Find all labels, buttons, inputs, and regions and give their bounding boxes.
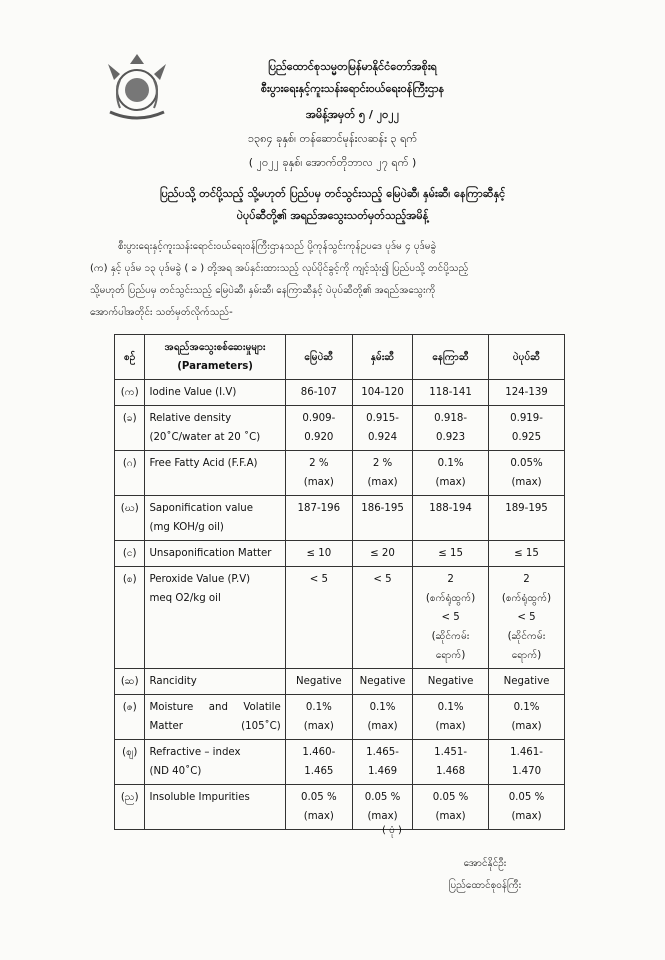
value-text: (max) bbox=[435, 721, 466, 732]
value-text: 0.924 bbox=[367, 432, 398, 443]
parameter-text: Free Fatty Acid (F.F.A) bbox=[149, 458, 258, 469]
value-text: < 5 bbox=[517, 612, 536, 623]
value-text: 0.909- bbox=[302, 413, 336, 424]
value-text: 1.468 bbox=[435, 766, 466, 777]
value-text: 1.461- bbox=[510, 747, 543, 758]
value-text: 187-196 bbox=[297, 503, 341, 514]
parameter-text: Unsaponification Matter bbox=[149, 548, 272, 559]
intro-line-4: အောက်ပါအတိုင်း သတ်မှတ်လိုက်သည်- bbox=[90, 307, 233, 318]
parameter-cell bbox=[145, 695, 285, 740]
value-text: 0.918- bbox=[434, 413, 467, 424]
value-text: 0.1% bbox=[305, 702, 332, 713]
value-text: < 5 bbox=[373, 574, 392, 585]
value-text: (max) bbox=[367, 811, 398, 822]
value-text: 0.05 % bbox=[508, 792, 545, 803]
sesame-value-cell bbox=[352, 669, 412, 695]
table-row bbox=[115, 451, 565, 496]
value-text: (max) bbox=[367, 477, 398, 488]
value-text: ≤ 10 bbox=[306, 548, 332, 559]
table-row bbox=[115, 406, 565, 451]
parameter-text: (mg KOH/g oil) bbox=[149, 522, 224, 533]
value-text: 0.1% bbox=[369, 702, 396, 713]
document-title bbox=[70, 183, 595, 227]
sesame-value-cell bbox=[352, 451, 412, 496]
sunflower-value-cell bbox=[413, 451, 489, 496]
value-text: (max) bbox=[367, 721, 398, 732]
value-text: 0.1% bbox=[437, 458, 464, 469]
parameter-cell bbox=[145, 380, 285, 406]
value-text: 0.925 bbox=[511, 432, 542, 443]
groundnut-value-cell bbox=[285, 785, 352, 830]
value-text: 0.1% bbox=[437, 702, 464, 713]
table-row bbox=[115, 695, 565, 740]
sesame-value-cell bbox=[352, 740, 412, 785]
value-text: ≤ 20 bbox=[370, 548, 395, 559]
header-param-en: (Parameters) bbox=[177, 361, 253, 372]
value-text: 86-107 bbox=[300, 387, 337, 398]
parameter-cell bbox=[145, 406, 285, 451]
parameter-cell bbox=[145, 785, 285, 830]
value-text: 0.920 bbox=[304, 432, 334, 443]
sunflower-value-cell bbox=[413, 695, 489, 740]
value-text: 2 % bbox=[372, 458, 393, 469]
quality-spec-table bbox=[114, 334, 565, 830]
parameter-text: Matter (105˚C) bbox=[149, 721, 281, 732]
parameter-cell bbox=[145, 541, 285, 567]
letterhead bbox=[180, 56, 525, 126]
value-text: (max) bbox=[435, 477, 466, 488]
table-row bbox=[115, 380, 565, 406]
parameter-text: Moisture and Volatile bbox=[149, 702, 281, 713]
value-text: 0.05 % bbox=[301, 792, 337, 803]
value-text: < 5 bbox=[309, 574, 328, 585]
soybean-value-cell bbox=[489, 567, 565, 669]
parameter-cell bbox=[145, 669, 285, 695]
parameter-cell bbox=[145, 451, 285, 496]
sunflower-value-cell bbox=[413, 406, 489, 451]
value-text: ရောက်) bbox=[435, 650, 466, 661]
value-text: (max) bbox=[303, 811, 334, 822]
value-text: 189-195 bbox=[505, 503, 548, 514]
row-number: (ဆ) bbox=[115, 669, 145, 695]
groundnut-value-cell bbox=[285, 380, 352, 406]
value-text: ရောက်) bbox=[511, 650, 542, 661]
groundnut-value-cell bbox=[285, 451, 352, 496]
value-text: ≤ 15 bbox=[438, 548, 463, 559]
sesame-value-cell bbox=[352, 496, 412, 541]
parameter-text: Peroxide Value (P.V) bbox=[149, 574, 251, 585]
soybean-value-cell bbox=[489, 669, 565, 695]
table-row bbox=[115, 740, 565, 785]
value-text: (စက်ရုံထွက်) bbox=[425, 593, 476, 604]
intro-line-1: စီးပွားရေးနှင့်ကူးသန်းရောင်းဝယ်ရေးဝန်ကြီးဌာနသည် ပို့ကုန်သွင်းကုန်ဥပဒေ ပုဒ်မ ၄ ပုဒ်မခွဲ bbox=[118, 241, 437, 252]
parameter-text: Rancidity bbox=[149, 676, 197, 687]
parameter-text: Refractive – index bbox=[149, 747, 241, 758]
groundnut-value-cell bbox=[285, 567, 352, 669]
row-number: (ည) bbox=[115, 785, 145, 830]
title-line-2: ပဲပုပ်ဆီတို့၏ အရည်အသွေးသတ်မှတ်သည့်အမိန့် bbox=[236, 209, 429, 222]
page-mark: ( ပုံ ) bbox=[382, 825, 402, 836]
parameter-cell bbox=[145, 567, 285, 669]
value-text: 124-139 bbox=[505, 387, 548, 398]
value-text: (max) bbox=[511, 477, 542, 488]
header-sunflower: နေကြာဆီ bbox=[413, 335, 489, 380]
soybean-value-cell bbox=[489, 785, 565, 830]
value-text: 1.469 bbox=[367, 766, 398, 777]
value-text: 0.05% bbox=[510, 458, 543, 469]
soybean-value-cell bbox=[489, 406, 565, 451]
value-text: 0.923 bbox=[435, 432, 466, 443]
value-text: (စက်ရုံထွက်) bbox=[501, 593, 552, 604]
intro-paragraph bbox=[90, 236, 595, 324]
value-text: 2 bbox=[447, 574, 454, 585]
value-text: ≤ 15 bbox=[514, 548, 539, 559]
row-number: (ဈ) bbox=[115, 740, 145, 785]
row-number: (ဇ) bbox=[115, 695, 145, 740]
sunflower-value-cell bbox=[413, 567, 489, 669]
date-gregorian: ( ၂၀၂၂ ခုနှစ်၊ အောက်တိုဘာလ ၂၇ ရက် ) bbox=[248, 156, 417, 169]
parameter-text: Insoluble Impurities bbox=[149, 792, 250, 803]
value-text: 0.05 % bbox=[364, 792, 401, 803]
header-parameters bbox=[145, 335, 285, 380]
sunflower-value-cell bbox=[413, 496, 489, 541]
sunflower-value-cell bbox=[413, 669, 489, 695]
sunflower-value-cell bbox=[413, 380, 489, 406]
value-text: (ဆိုင်ကမ်း bbox=[507, 631, 546, 642]
sunflower-value-cell bbox=[413, 740, 489, 785]
parameter-text: Iodine Value (I.V) bbox=[149, 387, 237, 398]
intro-line-3: သို့မဟုတ် ပြည်ပမှ တင်သွင်းသည့် မြေပဲဆီ၊ နှမ်းဆီ၊ နေကြာဆီနှင့် ပဲပုပ်ဆီတို့၏ အရည်အသွေးကို bbox=[90, 285, 436, 296]
value-text: 1.470 bbox=[511, 766, 542, 777]
row-number: (ဂ) bbox=[115, 451, 145, 496]
value-text: 2 bbox=[523, 574, 530, 585]
sesame-value-cell bbox=[352, 567, 412, 669]
value-text: 1.465 bbox=[304, 766, 334, 777]
sunflower-value-cell bbox=[413, 541, 489, 567]
sesame-value-cell bbox=[352, 380, 412, 406]
value-text: Negative bbox=[295, 676, 342, 687]
parameter-text: meq O2/kg oil bbox=[149, 593, 221, 604]
value-text: (max) bbox=[511, 721, 542, 732]
value-text: (max) bbox=[435, 811, 466, 822]
header-soybean: ပဲပုပ်ဆီ bbox=[489, 335, 565, 380]
table-row bbox=[115, 496, 565, 541]
date-myanmar: ၁၃၈၄ ခုနှစ်၊ တန်ဆောင်မုန်းလဆန်း ၃ ရက် bbox=[247, 132, 418, 145]
table-row bbox=[115, 785, 565, 830]
groundnut-value-cell bbox=[285, 406, 352, 451]
value-text: (ဆိုင်ကမ်း bbox=[431, 631, 470, 642]
row-number: (ခ) bbox=[115, 406, 145, 451]
groundnut-value-cell bbox=[285, 496, 352, 541]
sesame-value-cell bbox=[352, 695, 412, 740]
signatory-name: အောင်နိုင်ဦး bbox=[463, 858, 507, 869]
value-text: 1.460- bbox=[302, 747, 336, 758]
parameter-text: (20˚C/water at 20 ˚C) bbox=[149, 432, 261, 443]
value-text: 0.1% bbox=[513, 702, 540, 713]
table-body bbox=[115, 380, 565, 830]
value-text: (max) bbox=[303, 477, 334, 488]
soybean-value-cell bbox=[489, 740, 565, 785]
row-number: (ဃ) bbox=[115, 496, 145, 541]
parameter-cell bbox=[145, 496, 285, 541]
soybean-value-cell bbox=[489, 541, 565, 567]
value-text: < 5 bbox=[441, 612, 460, 623]
groundnut-value-cell bbox=[285, 695, 352, 740]
groundnut-value-cell bbox=[285, 669, 352, 695]
sesame-value-cell bbox=[352, 541, 412, 567]
table-row bbox=[115, 567, 565, 669]
sunflower-value-cell bbox=[413, 785, 489, 830]
value-text: 104-120 bbox=[361, 387, 404, 398]
government-name: ပြည်ထောင်စုသမ္မတမြန်မာနိုင်ငံတော်အစိုးရ bbox=[268, 60, 437, 73]
row-number: (စ) bbox=[115, 567, 145, 669]
intro-line-2: (က) နှင့် ပုဒ်မ ၁၃ ပုဒ်မခွဲ ( ခ ) တို့အရ အပ်နှင်းထားသည့် လုပ်ပိုင်ခွင့်ကို ကျင့်သုံး၍ ပြည်ပသို့ တင်ပို့သည့် bbox=[90, 263, 469, 274]
row-number: (င) bbox=[115, 541, 145, 567]
value-text: 2 % bbox=[309, 458, 329, 469]
parameter-text: Relative density bbox=[149, 413, 232, 424]
parameter-cell bbox=[145, 740, 285, 785]
soybean-value-cell bbox=[489, 380, 565, 406]
soybean-value-cell bbox=[489, 496, 565, 541]
value-text: Negative bbox=[359, 676, 406, 687]
header-groundnut: မြေပဲဆီ bbox=[285, 335, 352, 380]
value-text: 1.465- bbox=[366, 747, 399, 758]
value-text: 0.05 % bbox=[432, 792, 469, 803]
value-text: 1.451- bbox=[434, 747, 467, 758]
value-text: (max) bbox=[303, 721, 334, 732]
row-number: (က) bbox=[115, 380, 145, 406]
value-text: 0.915- bbox=[366, 413, 399, 424]
header-no: စဉ် bbox=[115, 335, 145, 380]
groundnut-value-cell bbox=[285, 740, 352, 785]
groundnut-value-cell bbox=[285, 541, 352, 567]
value-text: 186-195 bbox=[361, 503, 404, 514]
table-header-row bbox=[115, 335, 565, 380]
value-text: 188-194 bbox=[429, 503, 472, 514]
parameter-text: Saponification value bbox=[149, 503, 254, 514]
sesame-value-cell bbox=[352, 406, 412, 451]
title-line-1: ပြည်ပသို့ တင်ပို့သည့် သို့မဟုတ် ပြည်ပမှ တင်သွင်းသည့် မြေပဲဆီ၊ နှမ်းဆီ၊ နေကြာဆီနှင့် bbox=[159, 187, 506, 200]
header-sesame: နှမ်းဆီ bbox=[352, 335, 412, 380]
ministry-name: စီးပွားရေးနှင့်ကူးသန်းရောင်းဝယ်ရေးဝန်ကြီးဌာန bbox=[260, 82, 445, 95]
header-param-mm: အရည်အသွေးစစ်ဆေးမှုများ bbox=[164, 342, 266, 353]
parameter-text: (ND 40˚C) bbox=[149, 766, 202, 777]
state-seal-icon bbox=[100, 50, 174, 124]
value-text: Negative bbox=[427, 676, 474, 687]
soybean-value-cell bbox=[489, 451, 565, 496]
value-text: (max) bbox=[511, 811, 542, 822]
value-text: 118-141 bbox=[429, 387, 472, 398]
value-text: Negative bbox=[503, 676, 550, 687]
table-row bbox=[115, 541, 565, 567]
notification-number: အမိန့်အမှတ် ၅ / ၂၀၂၂ bbox=[305, 108, 400, 121]
signatory-title: ပြည်ထောင်စုဝန်ကြီး bbox=[448, 880, 522, 891]
soybean-value-cell bbox=[489, 695, 565, 740]
value-text: 0.919- bbox=[510, 413, 543, 424]
table-row bbox=[115, 669, 565, 695]
